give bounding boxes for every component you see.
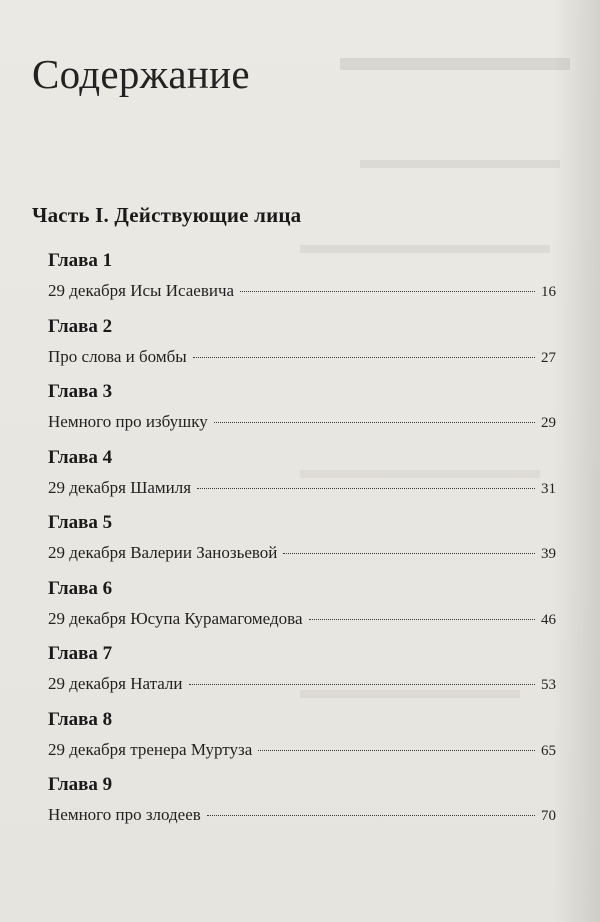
chapter-label: Глава 2 bbox=[48, 315, 113, 337]
chapter-title: Немного про злодеев bbox=[48, 805, 201, 824]
chapter-title: 29 декабря Юсупа Курамагомедова bbox=[48, 608, 303, 628]
page-number: 53 bbox=[541, 677, 556, 693]
dot-leader bbox=[197, 488, 535, 489]
chapter-label: Глава 7 bbox=[48, 643, 113, 664]
part-heading: Часть I. Действующие лица bbox=[32, 203, 302, 227]
toc-chapter[interactable] bbox=[48, 578, 556, 644]
toc-chapter[interactable] bbox=[48, 381, 556, 447]
page-number: 31 bbox=[541, 480, 556, 497]
toc-entry bbox=[48, 281, 556, 301]
toc-entry bbox=[48, 674, 556, 694]
chapter-title: 29 декабря Исы Исаевича bbox=[48, 281, 235, 300]
toc-chapter[interactable] bbox=[48, 774, 556, 840]
toc-chapter[interactable] bbox=[48, 643, 556, 709]
toc-entry bbox=[48, 805, 556, 825]
chapter-label: Глава 5 bbox=[48, 512, 113, 533]
dot-leader bbox=[193, 357, 535, 358]
dot-leader bbox=[189, 684, 535, 685]
dot-leader bbox=[240, 291, 535, 292]
chapter-title: Про слова и бомбы bbox=[48, 346, 187, 366]
chapter-label: Глава 1 bbox=[48, 250, 113, 271]
toc-entry bbox=[48, 347, 556, 367]
bleed-through-decoration bbox=[340, 58, 570, 70]
bleed-through-decoration bbox=[360, 160, 560, 168]
chapter-label: Глава 8 bbox=[48, 708, 113, 730]
toc-entry bbox=[48, 609, 556, 629]
chapter-label: Глава 9 bbox=[48, 774, 113, 795]
chapter-title: 29 декабря Шамиля bbox=[48, 477, 192, 497]
page-number: 70 bbox=[541, 808, 556, 824]
chapter-label: Глава 4 bbox=[48, 446, 113, 468]
chapter-title: Немного про избушку bbox=[48, 412, 208, 431]
dot-leader bbox=[207, 815, 535, 816]
page-number: 27 bbox=[541, 349, 556, 366]
dot-leader bbox=[214, 422, 535, 423]
chapter-title: 29 декабря Натали bbox=[48, 674, 183, 693]
page-number: 39 bbox=[541, 546, 556, 562]
chapter-title: 29 декабря Валерии Занозьевой bbox=[48, 543, 278, 562]
toc-chapter[interactable] bbox=[48, 316, 556, 382]
dot-leader bbox=[309, 619, 536, 620]
toc-entry bbox=[48, 740, 556, 760]
page-number: 65 bbox=[541, 742, 556, 759]
chapter-title: 29 декабря тренера Муртуза bbox=[48, 739, 253, 759]
toc-chapter[interactable] bbox=[48, 512, 556, 578]
chapter-label: Глава 3 bbox=[48, 381, 113, 402]
toc-chapter[interactable] bbox=[48, 250, 556, 316]
toc-chapter[interactable] bbox=[48, 709, 556, 775]
page-title: Содержание bbox=[32, 51, 250, 97]
toc-entry bbox=[48, 543, 556, 563]
toc-entry bbox=[48, 478, 556, 498]
chapter-label: Глава 6 bbox=[48, 577, 113, 599]
table-of-contents bbox=[48, 250, 556, 840]
page-number: 46 bbox=[541, 611, 556, 628]
toc-entry bbox=[48, 412, 556, 432]
dot-leader bbox=[258, 750, 535, 751]
dot-leader bbox=[283, 553, 535, 554]
page-number: 16 bbox=[541, 284, 556, 300]
page-number: 29 bbox=[541, 415, 556, 431]
toc-chapter[interactable] bbox=[48, 447, 556, 513]
